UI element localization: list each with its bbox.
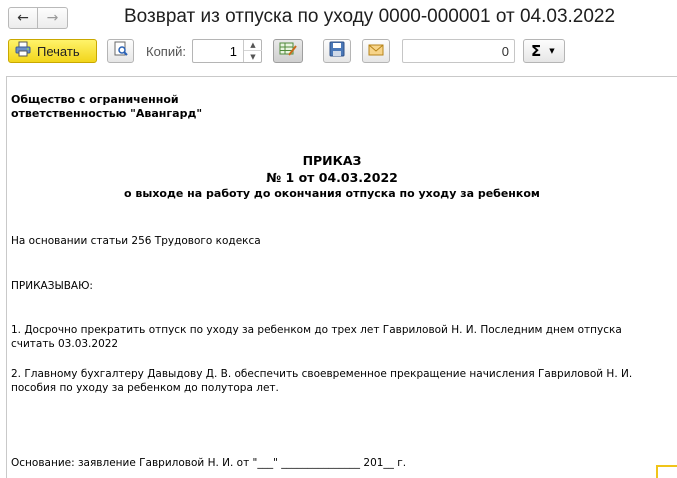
window-title: Возврат из отпуска по уходу 0000-000001 от 04.03.2022 xyxy=(124,6,616,27)
document-area[interactable] xyxy=(6,76,677,478)
sigma-icon: Σ xyxy=(531,42,542,60)
sum-value: 0 xyxy=(501,44,509,59)
envelope-icon xyxy=(368,42,384,61)
spin-up-button[interactable]: ▲ xyxy=(244,40,262,51)
edit-table-icon xyxy=(279,41,297,61)
print-button[interactable] xyxy=(8,39,97,63)
printer-icon xyxy=(15,41,31,61)
title-bar xyxy=(0,0,677,34)
order-subject: о выходе на работу до окончания отпуска по уходу за ребенком xyxy=(124,187,540,200)
copies-label: Копий: xyxy=(146,44,186,59)
order-item-1: 1. Досрочно прекратить отпуск по уходу за ребенком до трех лет Гавриловой Н. И. Последним днем отпуска считать 03.03.2022 xyxy=(11,324,622,350)
print-preview-icon xyxy=(113,41,129,61)
arrow-right-icon: → xyxy=(46,10,59,26)
send-email-button[interactable] xyxy=(362,39,390,63)
sum-field[interactable] xyxy=(402,39,515,63)
spin-down-button[interactable]: ▼ xyxy=(250,52,256,61)
back-button[interactable] xyxy=(8,7,38,29)
copies-stepper[interactable] xyxy=(192,39,262,63)
page-corner-marker xyxy=(656,465,677,478)
organization-name: Общество с ограниченной ответственностью "Авангард" xyxy=(11,93,203,120)
sum-mode-dropdown[interactable] xyxy=(523,39,565,63)
forward-button[interactable] xyxy=(38,7,68,29)
print-preview-button[interactable] xyxy=(107,39,134,63)
spreadsheet-document xyxy=(7,77,677,478)
order-item-2: 2. Главному бухгалтеру Давыдову Д. В. обеспечить своевременное прекращение начисления Гавриловой Н. И. пособия по уходу за ребенком до полутора лет. xyxy=(11,368,633,394)
toolbar xyxy=(0,34,677,70)
order-title: ПРИКАЗ xyxy=(302,153,362,168)
arrow-left-icon: ← xyxy=(17,10,29,26)
copies-spin xyxy=(243,40,261,62)
order-word: ПРИКАЗЫВАЮ: xyxy=(11,280,93,292)
chevron-down-icon: ▼ xyxy=(549,47,555,55)
basis-text: На основании статьи 256 Трудового кодекса xyxy=(11,235,261,247)
floppy-disk-icon xyxy=(329,41,345,61)
copies-value: 1 xyxy=(229,44,237,59)
print-label: Печать xyxy=(37,43,80,59)
save-button[interactable] xyxy=(323,39,351,63)
basis-footer: Основание: заявление Гавриловой Н. И. от "___" _______________ 201__ г. xyxy=(11,457,407,469)
order-number: № 1 от 04.03.2022 xyxy=(266,170,398,185)
edit-document-button[interactable] xyxy=(273,39,303,63)
